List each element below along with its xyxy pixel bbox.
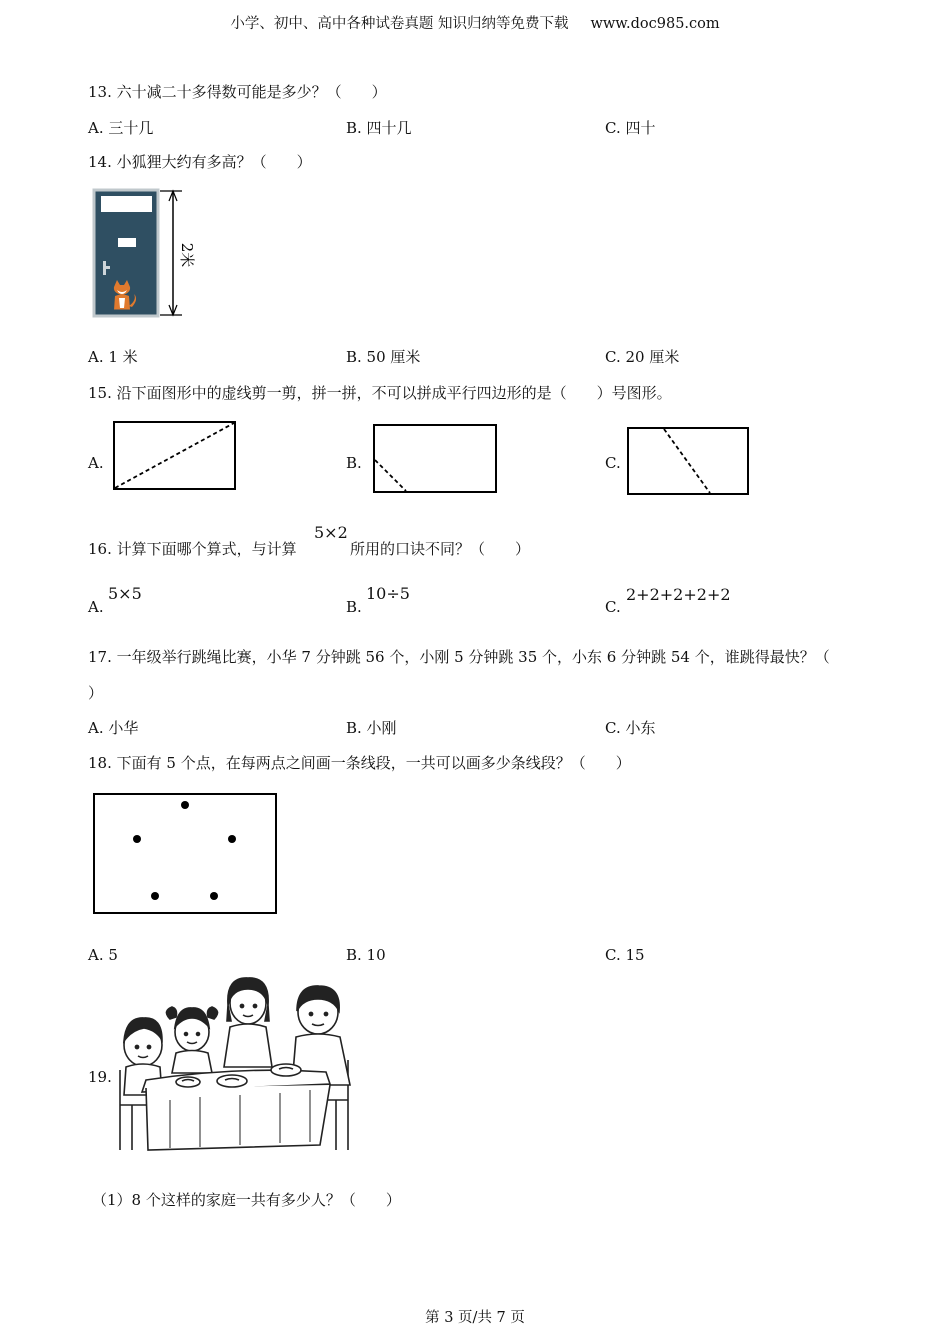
q16-formula: 5×2 <box>314 523 348 542</box>
dot <box>181 801 189 809</box>
q19-family-illustration <box>110 975 355 1155</box>
question-18-text: 18. 下面有 5 个点，在每两点之间画一条线段，一共可以画多少条线段？（ ） <box>88 754 631 772</box>
q14-door-figure <box>90 186 200 321</box>
dot <box>210 892 218 900</box>
girl-figure <box>166 1007 217 1073</box>
q16-option-c-formula: 2+2+2+2+2 <box>626 585 731 604</box>
q15-option-a: A. <box>88 454 104 472</box>
q15-option-b: B. <box>346 454 362 472</box>
question-17-text: 17. 一年级举行跳绳比赛，小华 7 分钟跳 56 个，小刚 5 分钟跳 35 个，小东 6 分钟跳 54 个，谁跳得最快？（ <box>88 648 830 666</box>
q17-option-a: A. 小华 <box>88 719 139 737</box>
page-header <box>0 12 950 33</box>
dot <box>151 892 159 900</box>
q18-option-b: B. 10 <box>346 946 386 964</box>
q14-height-label: 2米 <box>178 242 196 268</box>
q18-option-a: A. 5 <box>88 946 118 964</box>
q13-option-b: B. 四十几 <box>346 119 412 137</box>
q15-option-c: C. <box>605 454 621 472</box>
q15-shape-a <box>112 420 238 492</box>
question-19-number: 19. <box>88 1068 112 1086</box>
q13-option-c: C. 四十 <box>605 119 656 137</box>
q15-shape-c <box>626 426 751 498</box>
page-footer: 第 3 页/共 7 页 <box>425 1310 525 1326</box>
q17-option-b: B. 小刚 <box>346 719 397 737</box>
q15-shape-b <box>372 423 499 495</box>
question-16-text-before: 16. 计算下面哪个算式，与计算 <box>88 540 297 558</box>
q14-option-a: A. 1 米 <box>88 348 138 366</box>
dot <box>228 835 236 843</box>
q17-option-c: C. 小东 <box>605 719 656 737</box>
q16-option-a-formula: 5×5 <box>108 584 142 603</box>
q13-option-a: A. 三十几 <box>88 119 154 137</box>
q16-option-b-formula: 10÷5 <box>366 584 410 603</box>
q16-option-c: C. <box>605 598 621 616</box>
header-title: 小学、初中、高中各种试卷真题 知识归纳等免费下载 <box>230 16 569 32</box>
q18-dots-figure <box>92 792 278 916</box>
mother-figure <box>224 978 272 1067</box>
q14-option-c: C. 20 厘米 <box>605 348 680 366</box>
q14-option-b: B. 50 厘米 <box>346 348 421 366</box>
q16-option-b: B. <box>346 598 362 616</box>
q18-option-c: C. 15 <box>605 946 645 964</box>
header-site[interactable]: www.doc985.com <box>590 16 720 32</box>
question-13-text: 13. 六十减二十多得数可能是多少？（ ） <box>88 83 387 101</box>
question-14-text: 14. 小狐狸大约有多高？（ ） <box>88 153 312 171</box>
question-17-text-cont: ） <box>88 684 104 702</box>
q19-sub-question-1: （1）8 个这样的家庭一共有多少人？（ ） <box>92 1191 401 1209</box>
dot <box>133 835 141 843</box>
question-16-text-after: 所用的口诀不同？（ ） <box>350 540 531 558</box>
q16-option-a: A. <box>88 598 104 616</box>
question-15-text: 15. 沿下面图形中的虚线剪一剪，拼一拼，不可以拼成平行四边形的是（ ）号图形。 <box>88 384 672 402</box>
